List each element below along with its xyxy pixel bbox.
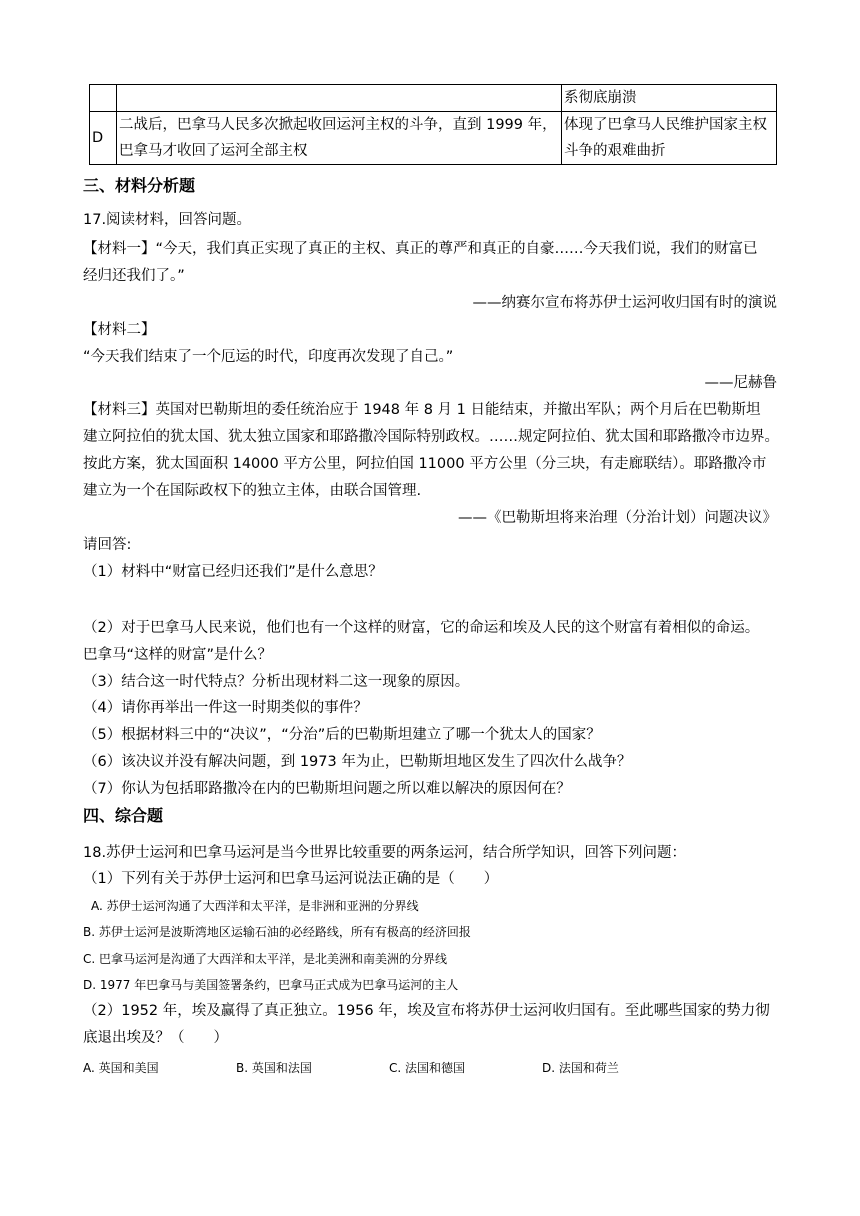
table-cell-line: 体现了巴拿马人民维护国家主权 (564, 117, 767, 133)
material-source: ——尼赫鲁 (704, 375, 777, 391)
section-heading: 三、材料分析题 (83, 176, 196, 195)
table-cell-label (90, 85, 117, 112)
table-cell-event (117, 85, 562, 112)
question-intro: 17.阅读材料，回答问题。 (83, 212, 252, 228)
sub-question: （2）对于巴拿马人民来说，他们也有一个这样的财富，它的命运和埃及人民的这个财富有着相似的命运。 (83, 620, 760, 636)
choice-option: A. 苏伊士运河沟通了大西洋和太平洋，是非洲和亚洲的分界线 (91, 899, 419, 913)
answer-table (89, 84, 777, 165)
choice-option: D. 法国和荷兰 (542, 1061, 619, 1075)
sub-question: （6）该决议并没有解决问题，到 1973 年为止，巴勒斯坦地区发生了四次什么战争？ (83, 754, 632, 770)
choice-option: B. 苏伊士运河是波斯湾地区运输石油的必经路线，所有有极高的经济回报 (83, 925, 471, 939)
choice-option: A. 英国和美国 (83, 1061, 159, 1075)
choice-option: D. 1977 年巴拿马与美国签署条约，巴拿马正式成为巴拿马运河的主人 (83, 978, 459, 992)
sub-question: （3）结合这一时代特点？分析出现材料二这一现象的原因。 (83, 674, 470, 690)
material-text: “今天我们结束了一个厄运的时代，印度再次发现了自己。” (83, 349, 454, 365)
table-cell-line: 斗争的艰难曲折 (564, 143, 666, 159)
choice-option: C. 法国和德国 (389, 1061, 466, 1075)
sub-question: 底退出埃及？（ ） (83, 1030, 228, 1046)
table-row (90, 85, 777, 112)
table-cell-line: 巴拿马才收回了运河全部主权 (119, 143, 308, 159)
sub-question: （5）根据材料三中的“决议”，“分治”后的巴勒斯坦建立了哪一个犹太人的国家？ (83, 727, 601, 743)
table-cell-meaning (562, 112, 777, 165)
material-text: 按此方案，犹太国面积 14000 平方公里，阿拉伯国 11000 平方公里（分三块，有走廊联结）。耶路撒冷市 (83, 456, 767, 472)
sub-question: （2）1952 年，埃及赢得了真正独立。1956 年，埃及宣布将苏伊士运河收归国有。至此哪些国家的势力彻 (83, 1003, 770, 1019)
material-source: ——纳赛尔宣布将苏伊士运河收归国有时的演说 (472, 295, 777, 311)
table-cell-line: 二战后，巴拿马人民多次掀起收回运河主权的斗争，直到 1999 年， (119, 117, 557, 133)
material-text: 【材料三】英国对巴勒斯坦的委任统治应于 1948 年 8 月 1 日能结束，并撤出军队；两个月后在巴勒斯坦 (83, 402, 761, 418)
material-text: 建立为一个在国际政权下的独立主体，由联合国管理. (83, 483, 422, 499)
sub-question: （1）下列有关于苏伊士运河和巴拿马运河说法正确的是（ ） (83, 871, 499, 887)
sub-question: （7）你认为包括耶路撒冷在内的巴勒斯坦问题之所以难以解决的原因何在？ (83, 781, 571, 797)
sub-question: 巴拿马“这样的财富”是什么？ (83, 647, 273, 663)
ask-label: 请回答: (83, 537, 132, 553)
question-intro: 18.苏伊士运河和巴拿马运河是当今世界比较重要的两条运河，结合所学知识，回答下列问题： (83, 845, 687, 861)
material-text: 建立阿拉伯的犹太国、犹太独立国家和耶路撒冷国际特别政权。……规定阿拉伯、犹太国和耶路撒冷市边界。 (83, 429, 779, 445)
table-cell-meaning: 系彻底崩溃 (562, 85, 777, 112)
choice-option: C. 巴拿马运河是沟通了大西洋和太平洋，是北美洲和南美洲的分界线 (83, 952, 448, 966)
table-row (90, 112, 777, 165)
material-source: ——《巴勒斯坦将来治理（分治计划）问题决议》 (458, 510, 777, 526)
table-cell-event (117, 112, 562, 165)
section-heading: 四、综合题 (83, 806, 164, 825)
material-text: 经归还我们了。” (83, 268, 185, 284)
table-cell-label: D (90, 112, 117, 165)
choice-option: B. 英国和法国 (236, 1061, 312, 1075)
sub-question: （1）材料中“财富已经归还我们”是什么意思？ (83, 564, 383, 580)
material-text: 【材料一】“今天，我们真正实现了真正的主权、真正的尊严和真正的自豪……今天我们说，我们的财富已 (83, 241, 758, 257)
material-label: 【材料二】 (83, 322, 156, 338)
sub-question: （4）请你再举出一件这一时期类似的事件？ (83, 700, 368, 716)
